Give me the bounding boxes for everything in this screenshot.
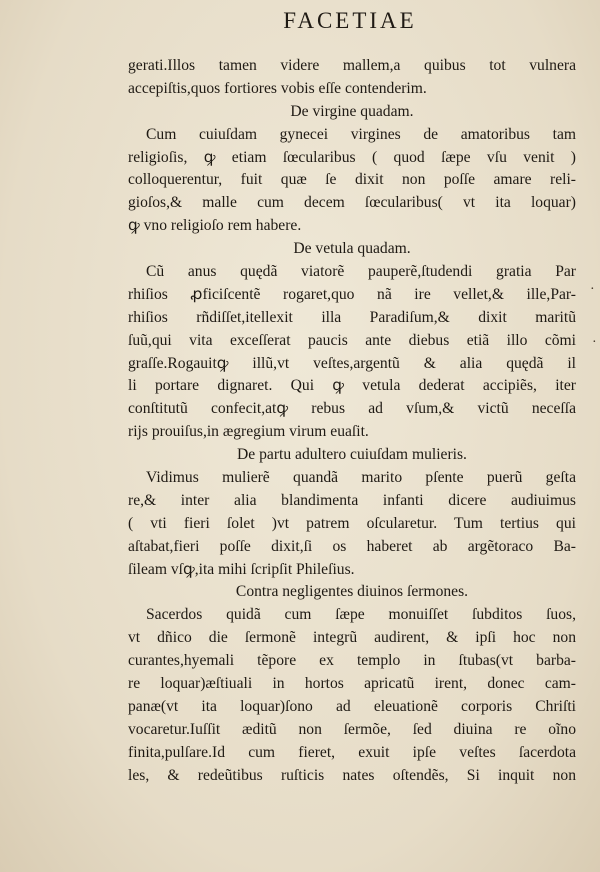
text-line: les, & redeũtibus ruſticis nates oſtendẽs, Si inquit non xyxy=(128,766,576,784)
text-line: vocaretur.Iuſſit æditũ non ſermõe, ſed diuina re oĩno xyxy=(128,720,576,738)
section-heading: De partu adultero cuiuſdam mulieris. xyxy=(237,446,467,464)
text-line: curantes,hyemali tẽpore ex templo in ſtubas(vt barba- xyxy=(128,652,576,670)
text-line: religioſis, ꝙ etiam ſœcularibus ( quod ſæpe vſu venit ) xyxy=(128,148,576,166)
section-heading: De virgine quadam. xyxy=(290,102,414,120)
section-heading: De vetula quadam. xyxy=(293,240,411,258)
text-line: ſileam vſꝙ,ita mihi ſcripſit Phileſius. xyxy=(128,560,355,578)
text-line: Cũ anus quędã viatorẽ pauperẽ,ſtudendi gratia Par xyxy=(146,263,576,281)
text-line: accepiſtis,quos fortiores vobis eſſe contenderim. xyxy=(128,79,427,97)
text-line: aſtabat,fieri poſſe dixit,ſi os haberet ab argẽtoraco Ba- xyxy=(128,537,576,555)
text-line: Vidimus mulierẽ quandã marito pſente puerũ geſta xyxy=(146,469,576,487)
running-head-text: FACETIAE xyxy=(283,8,417,33)
text-line: rhiſios rñdiſſet,itellexit illa Paradiſum,& dixit maritũ xyxy=(128,308,576,326)
margin-mark: · xyxy=(592,335,597,350)
text-line: colloquerentur, fuit quæ ſe dixit non poſſe amare reli- xyxy=(128,171,576,189)
text-line: ( vti fieri ſolet )vt patrem oſcularetur. Tum tertius qui xyxy=(128,514,576,532)
text-line: gerati.Illos tamen videre mallem,a quibus tot vulnera xyxy=(128,57,576,74)
text-line: Sacerdos quidã cum ſæpe monuiſſet ſubditos ſuos, xyxy=(146,606,576,624)
text-block xyxy=(128,55,576,788)
text-line: conſtitutũ confecit,atꝙ rebus ad vſum,& victũ neceſſa xyxy=(128,400,576,418)
running-head xyxy=(0,8,600,34)
margin-mark: · xyxy=(590,282,595,297)
text-line: gioſos,& malle cum decem ſœcularibus( vt ita loquar) xyxy=(128,194,576,212)
text-line: li portare dignaret. Qui ꝙ vetula dederat accipiẽs, iter xyxy=(128,377,576,395)
text-line: ꝙ vno religioſo rem habere. xyxy=(128,217,302,235)
text-line: re loquar)æſtiuali in hortos apricatũ irent, donec cam- xyxy=(128,675,576,693)
text-line: rijs prouiſus,in ægregium virum euaſit. xyxy=(128,423,369,441)
text-line: rhiſios ꝓficiſcentẽ rogaret,quo nã ire vellet,& ille,Par- xyxy=(128,285,576,303)
text-line: vt dñico die ſermonẽ integrũ audirent, & ipſi hoc non xyxy=(128,629,576,647)
text-line: finita,pulſare.Id cum fieret, exuit ipſe veſtes ſacerdota xyxy=(128,743,576,761)
text-line: re,& inter alia blandimenta infanti dicere audiuimus xyxy=(128,491,576,509)
text-line: ſuũ,qui vita exceſſerat paucis ante diebus etiã illo cõmi xyxy=(128,331,576,349)
text-line: panæ(vt ita loquar)ſono ad eleuationẽ corporis Chriſti xyxy=(128,697,576,715)
text-line: graſſe.Rogauitꝙ illũ,vt veſtes,argentũ & alia quędã il xyxy=(128,354,576,372)
text-line: Cum cuiuſdam gynecei virgines de amatoribus tam xyxy=(146,125,576,143)
section-heading: Contra negligentes diuinos ſermones. xyxy=(235,583,469,601)
